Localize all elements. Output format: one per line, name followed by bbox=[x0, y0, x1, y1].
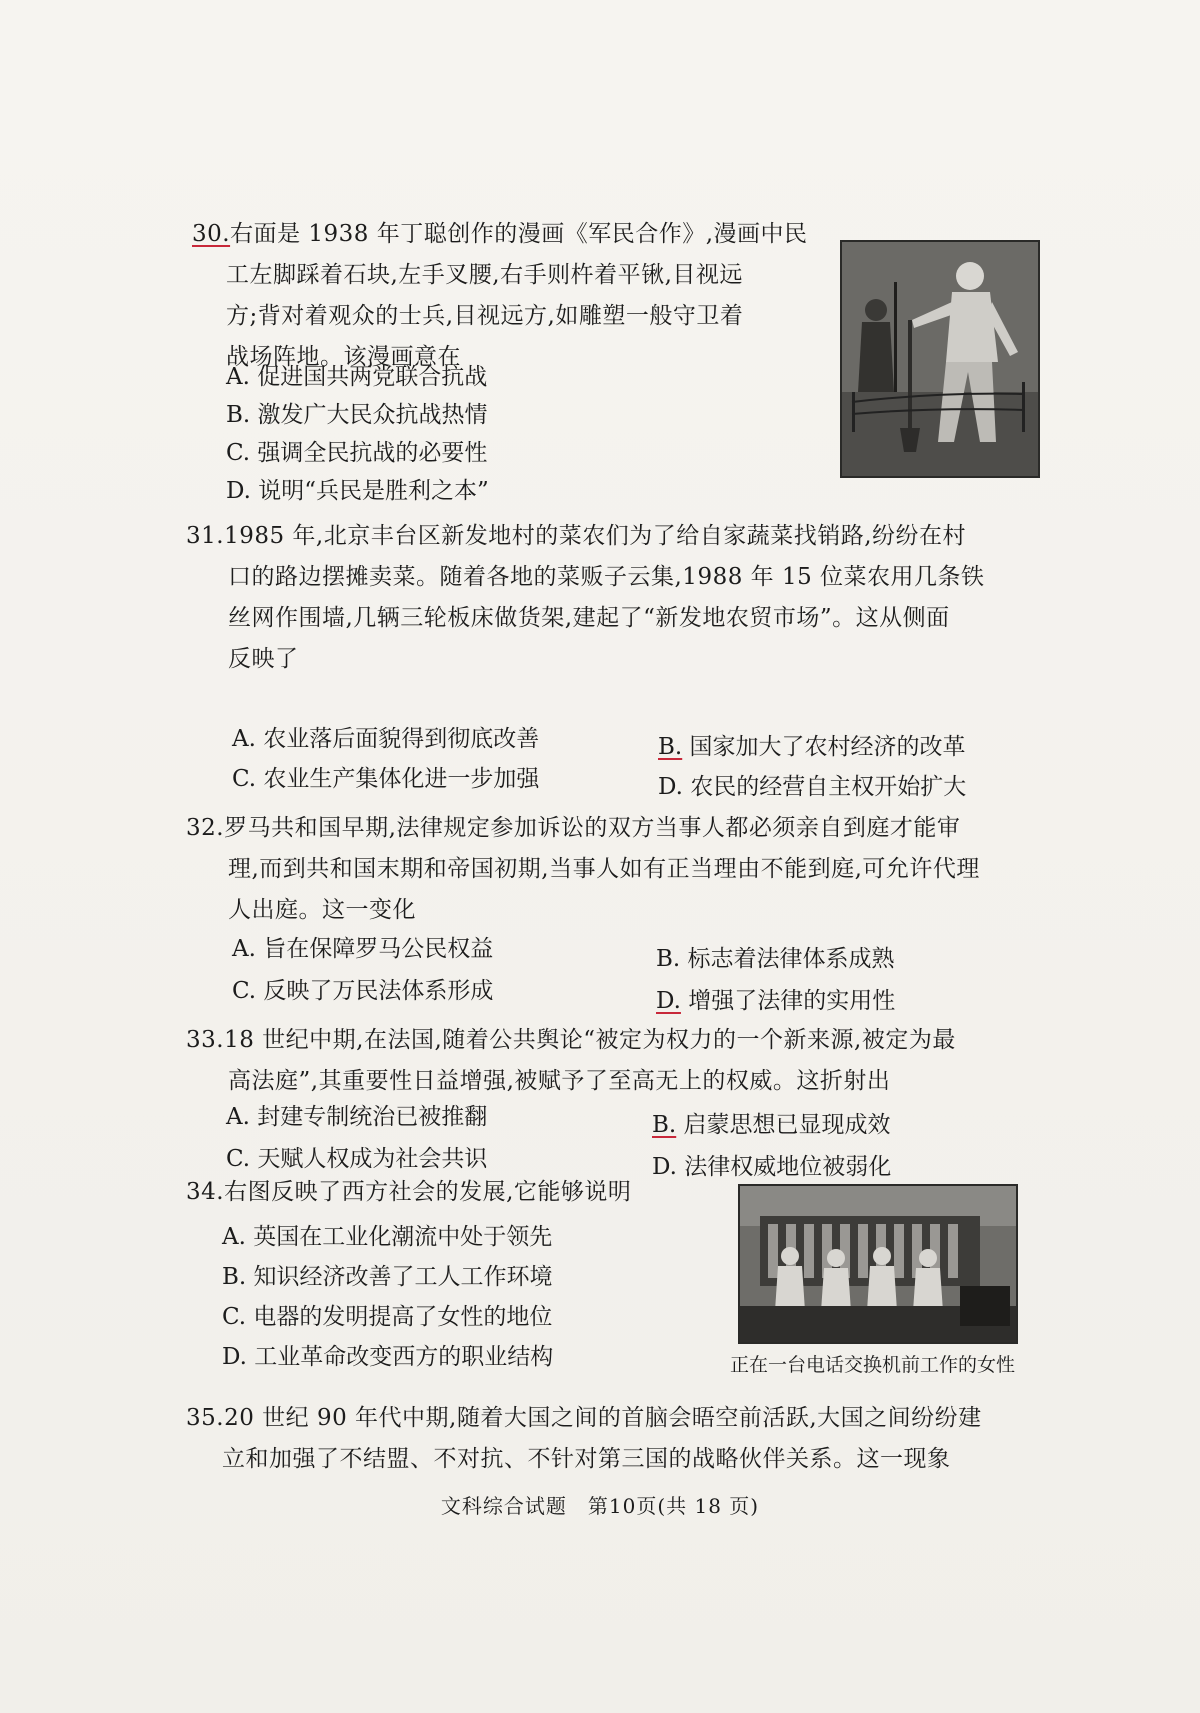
question-stem-line: 人出庭。这一变化 bbox=[228, 897, 416, 923]
question-stem-line: 30.右面是 1938 年丁聪创作的漫画《军民合作》,漫画中民 bbox=[192, 221, 808, 247]
page-footer: 文科综合试题 第10页(共 18 页) bbox=[440, 1494, 760, 1518]
question-stem-line: 战场阵地。该漫画意在 bbox=[226, 344, 461, 370]
question-stem-line: 工左脚踩着石块,左手叉腰,右手则杵着平锹,目视远 bbox=[226, 262, 743, 288]
question-stem-line: 33.18 世纪中期,在法国,随着公共舆论“被定为权力的一个新来源,被定为最 bbox=[186, 1027, 956, 1053]
option-34-d[interactable]: D. 工业革命改变西方的职业结构 bbox=[222, 1344, 554, 1370]
option-31-d[interactable]: D. 农民的经营自主权开始扩大 bbox=[658, 774, 967, 800]
option-32-b[interactable]: B. 标志着法律体系成熟 bbox=[656, 946, 895, 972]
question-stem-line: 反映了 bbox=[228, 646, 299, 672]
option-30-b[interactable]: B. 激发广大民众抗战热情 bbox=[226, 402, 488, 428]
option-31-a[interactable]: A. 农业落后面貌得到彻底改善 bbox=[232, 726, 540, 752]
option-33-c[interactable]: C. 天赋人权成为社会共识 bbox=[226, 1146, 488, 1172]
option-34-a[interactable]: A. 英国在工业化潮流中处于领先 bbox=[222, 1224, 553, 1250]
question-stem-line: 35.20 世纪 90 年代中期,随着大国之间的首脑会晤空前活跃,大国之间纷纷建 bbox=[186, 1405, 982, 1431]
question-number: 30. bbox=[192, 221, 231, 247]
option-33-d[interactable]: D. 法律权威地位被弱化 bbox=[652, 1154, 892, 1180]
question-stem-line: 立和加强了不结盟、不对抗、不针对第三国的战略伙伴关系。这一现象 bbox=[222, 1446, 951, 1472]
option-34-c[interactable]: C. 电器的发明提高了女性的地位 bbox=[222, 1304, 553, 1330]
question-stem-line: 34.右图反映了西方社会的发展,它能够说明 bbox=[186, 1179, 632, 1205]
question-number: 32. bbox=[186, 815, 225, 841]
question-number: 33. bbox=[186, 1027, 225, 1053]
cartoon-illustration-icon bbox=[840, 240, 1040, 478]
option-30-d[interactable]: D. 说明“兵民是胜利之本” bbox=[226, 478, 489, 504]
question-stem-line: 口的路边摆摊卖菜。随着各地的菜贩子云集,1988 年 15 位菜农用几条铁 bbox=[228, 564, 985, 590]
option-33-a[interactable]: A. 封建专制统治已被推翻 bbox=[226, 1104, 488, 1130]
question-number: 35. bbox=[186, 1405, 225, 1431]
option-30-c[interactable]: C. 强调全民抗战的必要性 bbox=[226, 440, 488, 466]
option-33-b[interactable]: B. 启蒙思想已显现成效 bbox=[652, 1112, 891, 1138]
option-31-b[interactable]: B. 国家加大了农村经济的改革 bbox=[658, 734, 966, 760]
option-31-c[interactable]: C. 农业生产集体化进一步加强 bbox=[232, 766, 540, 792]
question-stem-line: 32.罗马共和国早期,法律规定参加诉讼的双方当事人都必须亲自到庭才能审 bbox=[186, 815, 961, 841]
question-number: 31. bbox=[186, 523, 225, 549]
question-34 bbox=[186, 1172, 631, 1213]
question-35 bbox=[186, 1398, 982, 1480]
option-30-a[interactable]: A. 促进国共两党联合抗战 bbox=[226, 364, 488, 390]
figure-caption: 正在一台电话交换机前工作的女性 bbox=[730, 1354, 1016, 1376]
question-stem-line: 方;背对着观众的士兵,目视远方,如雕塑一般守卫着 bbox=[226, 303, 744, 329]
question-31 bbox=[186, 516, 985, 680]
switchboard-photo bbox=[740, 1186, 1016, 1342]
question-number: 34. bbox=[186, 1179, 225, 1205]
question-stem-line: 理,而到共和国末期和帝国初期,当事人如有正当理由不能到庭,可允许代理 bbox=[228, 856, 980, 882]
question-stem-line: 丝网作围墙,几辆三轮板床做货架,建起了“新发地农贸市场”。这从侧面 bbox=[228, 605, 950, 631]
option-34-b[interactable]: B. 知识经济改善了工人工作环境 bbox=[222, 1264, 553, 1290]
question-30 bbox=[192, 214, 808, 378]
option-32-c[interactable]: C. 反映了万民法体系形成 bbox=[232, 978, 494, 1004]
option-32-a[interactable]: A. 旨在保障罗马公民权益 bbox=[232, 936, 494, 962]
question-stem-line: 31.1985 年,北京丰台区新发地村的菜农们为了给自家蔬菜找销路,纷纷在村 bbox=[186, 523, 967, 549]
cartoon-drawing bbox=[842, 242, 1038, 476]
question-33 bbox=[186, 1020, 956, 1102]
question-stem-line: 高法庭”,其重要性日益增强,被赋予了至高无上的权威。这折射出 bbox=[228, 1068, 891, 1094]
question-32 bbox=[186, 808, 980, 931]
option-32-d[interactable]: D. 增强了法律的实用性 bbox=[656, 988, 896, 1014]
photo-illustration-icon bbox=[738, 1184, 1018, 1344]
